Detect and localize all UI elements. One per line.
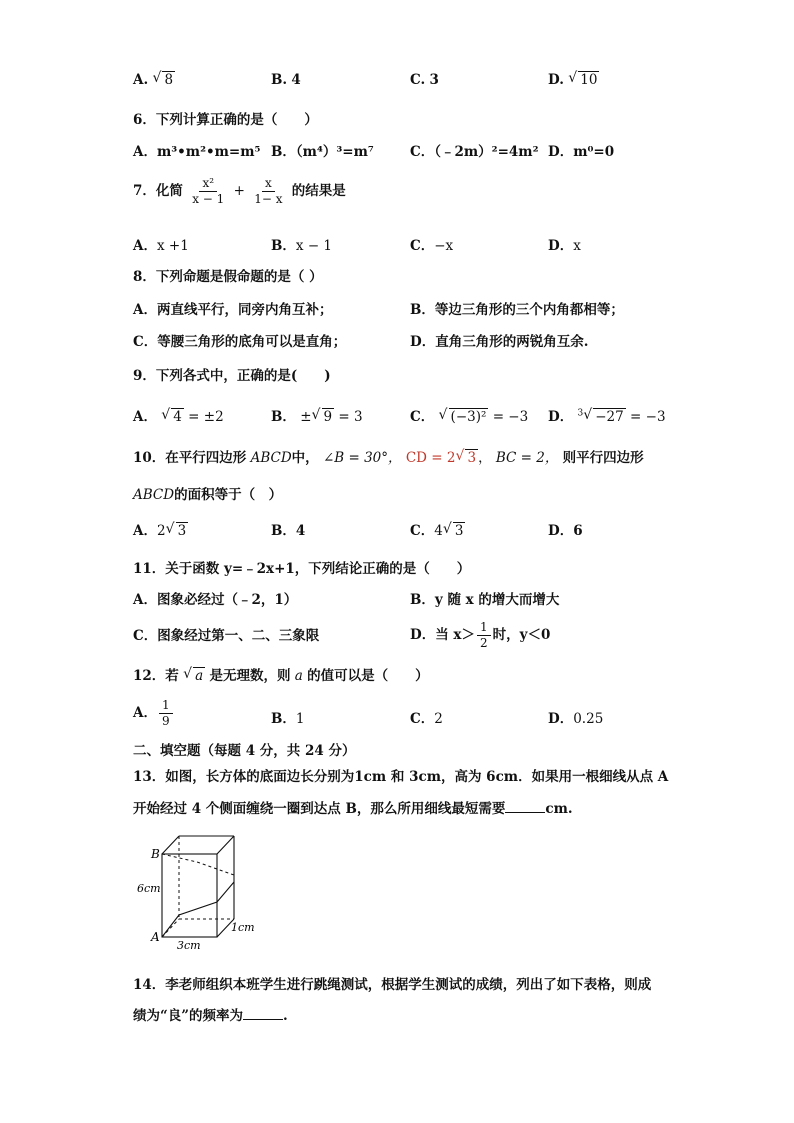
q9-option-d bbox=[548, 405, 666, 425]
numerator: 1 bbox=[159, 698, 173, 714]
q7-fraction-1 bbox=[189, 176, 227, 207]
sqrt-expr: √ 4 bbox=[161, 407, 182, 425]
sqrt-arg: 3 bbox=[177, 523, 187, 539]
q7-fraction-2 bbox=[251, 176, 285, 207]
option-label: A． bbox=[133, 705, 157, 721]
denominator: 2 bbox=[479, 636, 488, 650]
q13-unit: cm. bbox=[545, 801, 573, 817]
option-value: 0.25 bbox=[573, 711, 604, 727]
option-label: D. bbox=[548, 72, 564, 88]
option-text: D．当 x＞ bbox=[410, 627, 475, 643]
label-a: A bbox=[151, 930, 160, 944]
q10-zhong: 中， bbox=[291, 450, 319, 466]
q13-text: 开始经过 4 个侧面缠绕一圈到达点 B，那么所用细线最短需要 bbox=[133, 801, 506, 817]
sqrt-arg: 3 bbox=[467, 450, 477, 466]
q6-option-b: B．（m⁴）³=m⁷ bbox=[271, 144, 374, 160]
q7-option-b bbox=[271, 234, 332, 254]
expr-rest: = ±2 bbox=[188, 409, 224, 425]
q9-option-c bbox=[410, 405, 528, 425]
bc-length: BC = 2， bbox=[495, 450, 559, 466]
q11-options-row2 bbox=[133, 620, 693, 654]
q9-option-b bbox=[271, 405, 363, 425]
q9-option-a bbox=[133, 405, 224, 425]
q7-option-a bbox=[133, 234, 189, 254]
option-label: D． bbox=[548, 711, 574, 727]
denominator: 1− x bbox=[254, 192, 283, 206]
q6-stem: 6．下列计算正确的是（ ） bbox=[133, 112, 318, 128]
label-b: B bbox=[151, 847, 160, 861]
q5-option-b bbox=[271, 72, 301, 88]
cuboid-figure bbox=[137, 827, 267, 952]
q11-stem: 11．关于函数 y=﹣2x+1，下列结论正确的是（ ） bbox=[133, 561, 471, 577]
option-label: A． bbox=[133, 523, 157, 539]
option-value: 2 bbox=[434, 711, 443, 727]
q11-option-c: C．图象经过第一、二、三象限 bbox=[133, 628, 320, 644]
q13-line2 bbox=[133, 797, 573, 817]
q5-option-d bbox=[548, 72, 599, 88]
q7-options bbox=[133, 234, 693, 258]
sqrt-arg: a bbox=[195, 668, 204, 684]
q12-stem bbox=[133, 664, 429, 684]
cd-length: CD = 2 bbox=[405, 450, 456, 466]
q7-option-d bbox=[548, 234, 581, 254]
edge bbox=[217, 836, 234, 854]
q14-text: 绩为“良”的频率为 bbox=[133, 1008, 244, 1024]
option-label: C． bbox=[410, 238, 435, 254]
option-label: D． bbox=[548, 238, 574, 254]
separator: ， bbox=[478, 450, 492, 466]
expr-rest: = −3 bbox=[630, 409, 666, 425]
root-index: 3 bbox=[577, 408, 584, 419]
q14-line1: 14．李老师组织本班学生进行跳绳测试，根据学生测试的成绩，列出了如下表格，则成 bbox=[133, 977, 652, 993]
q9-stem: 9．下列各式中，正确的是( ) bbox=[133, 368, 331, 384]
denominator: 9 bbox=[161, 714, 170, 728]
option-label: C． bbox=[410, 711, 435, 727]
q8-stem: 8．下列命题是假命题的是（ ） bbox=[133, 269, 323, 285]
q10-question: 的面积等于（ ） bbox=[174, 487, 283, 503]
expr-rest: = −3 bbox=[492, 409, 529, 425]
q11-option-a: A．图象必经过（﹣2，1） bbox=[133, 592, 298, 608]
q11-option-b: B．y 随 x 的增大而增大 bbox=[410, 592, 560, 608]
q10-option-d: D．6 bbox=[548, 523, 583, 539]
q8-options-row2 bbox=[133, 330, 693, 354]
q12-option-c bbox=[410, 707, 443, 727]
answer-blank bbox=[505, 800, 545, 813]
label-length: 3cm bbox=[177, 939, 201, 952]
sqrt-arg: −27 bbox=[595, 409, 624, 425]
q7-suffix: 的结果是 bbox=[291, 183, 346, 199]
section-heading: 二、填空题（每题 4 分，共 24 分） bbox=[133, 743, 356, 759]
sqrt-arg: 4 bbox=[173, 409, 182, 425]
option-label: A． bbox=[133, 409, 157, 425]
sqrt-arg: (−3)² bbox=[450, 409, 487, 425]
q10-suffix: 则平行四边形 bbox=[562, 450, 644, 466]
label-height: 6cm bbox=[137, 882, 161, 895]
option-label: B. bbox=[271, 72, 288, 88]
option-value: 3 bbox=[429, 72, 439, 88]
sqrt-expr: √ 9 bbox=[311, 407, 333, 425]
q7-option-c bbox=[410, 234, 453, 254]
q14-line2 bbox=[133, 1004, 288, 1024]
sqrt-expr: √ 3 bbox=[455, 448, 477, 466]
q6-option-a: A．m³•m²•m=m⁵ bbox=[133, 144, 261, 160]
sqrt-arg: 8 bbox=[164, 72, 174, 88]
sqrt-expr: √ 3 bbox=[442, 521, 464, 539]
option-label: A. bbox=[133, 72, 149, 88]
sqrt-expr: √ 3 bbox=[165, 521, 187, 539]
q12-mid: 是无理数，则 bbox=[209, 668, 291, 684]
option-label: C． bbox=[410, 409, 435, 425]
q8-option-b: B．等边三角形的三个内角都相等； bbox=[410, 302, 624, 318]
sqrt-arg: 9 bbox=[323, 409, 333, 425]
option-value: 4 bbox=[291, 72, 301, 88]
q10-options bbox=[133, 519, 693, 543]
q12-option-a bbox=[133, 698, 175, 729]
q12-suffix: 的值可以是（ ） bbox=[307, 668, 429, 684]
q6-option-d: D．m⁰=0 bbox=[548, 144, 615, 160]
q6-option-c: C．（﹣2m）²=4m² bbox=[410, 144, 539, 160]
option-label: A． bbox=[133, 238, 157, 254]
var-abcd: ABCD bbox=[250, 450, 292, 466]
q8-option-a: A．两直线平行，同旁内角互补； bbox=[133, 302, 333, 318]
angle-b: ∠B = 30°， bbox=[322, 450, 402, 466]
option-text: 时，y＜0 bbox=[492, 627, 551, 643]
option-label: C. bbox=[410, 72, 426, 88]
q10-stem bbox=[133, 446, 644, 466]
q7-stem bbox=[133, 176, 346, 207]
sqrt-expr: √ 8 bbox=[152, 70, 174, 88]
label-width: 1cm bbox=[231, 921, 255, 934]
var-a: a bbox=[294, 668, 303, 684]
q5-option-c bbox=[410, 72, 439, 88]
q5-option-a bbox=[133, 72, 175, 88]
q10-option-b: B．4 bbox=[271, 523, 306, 539]
q10-stem-line2 bbox=[133, 483, 282, 503]
plus-minus: ± bbox=[300, 409, 312, 425]
q11-option-d bbox=[410, 620, 550, 651]
option-label: B． bbox=[271, 711, 296, 727]
plus-sign: + bbox=[233, 183, 245, 199]
denominator: x − 1 bbox=[192, 192, 225, 206]
q6-options bbox=[133, 140, 693, 164]
coefficient: 4 bbox=[434, 523, 443, 539]
var-abcd: ABCD bbox=[133, 487, 175, 503]
q13-line1: 13．如图，长方体的底面边长分别为1cm 和 3cm，高为 6cm．如果用一根细线从点 A bbox=[133, 769, 669, 785]
q8-option-c: C．等腰三角形的底角可以是直角； bbox=[133, 334, 347, 350]
fraction bbox=[477, 620, 491, 651]
sqrt-arg: 3 bbox=[454, 523, 464, 539]
option-value: x bbox=[573, 238, 581, 254]
edge bbox=[162, 836, 179, 854]
answer-blank bbox=[243, 1007, 283, 1020]
numerator: 1 bbox=[477, 620, 491, 636]
sqrt-arg: 10 bbox=[580, 72, 598, 88]
sqrt-expr: √ (−3)² bbox=[438, 407, 487, 425]
q7-prefix: 7．化简 bbox=[133, 183, 183, 199]
q10-option-a bbox=[133, 519, 188, 539]
q14-end: . bbox=[283, 1008, 288, 1024]
q8-options-row1 bbox=[133, 298, 693, 322]
option-value: 1 bbox=[295, 711, 305, 727]
option-value: −x bbox=[434, 238, 454, 254]
string-path bbox=[162, 882, 234, 937]
numerator: x² bbox=[199, 176, 217, 192]
coefficient: 2 bbox=[156, 523, 166, 539]
cube-root-expr: √ −27 bbox=[583, 407, 624, 425]
q5-options bbox=[133, 72, 693, 96]
sqrt-expr: √ 10 bbox=[568, 70, 598, 88]
q11-options-row1 bbox=[133, 588, 693, 612]
q8-option-d: D．直角三角形的两锐角互余. bbox=[410, 334, 589, 350]
option-label: D． bbox=[548, 409, 574, 425]
fraction bbox=[159, 698, 173, 729]
option-label: B． bbox=[271, 409, 296, 425]
q12-options bbox=[133, 698, 693, 734]
q10-prefix: 10．在平行四边形 bbox=[133, 450, 247, 466]
option-label: B． bbox=[271, 238, 296, 254]
q10-option-c bbox=[410, 519, 465, 539]
q12-prefix: 12．若 bbox=[133, 668, 179, 684]
q9-options bbox=[133, 405, 693, 429]
option-value: x − 1 bbox=[295, 238, 333, 254]
sqrt-expr: √ a bbox=[183, 666, 204, 684]
option-label: C． bbox=[410, 523, 435, 539]
q12-option-d bbox=[548, 707, 603, 727]
expr-rest: = 3 bbox=[338, 409, 363, 425]
option-value: x +1 bbox=[156, 238, 189, 254]
q12-option-b bbox=[271, 707, 305, 727]
string-path-hidden bbox=[162, 854, 234, 875]
numerator: x bbox=[262, 176, 275, 192]
